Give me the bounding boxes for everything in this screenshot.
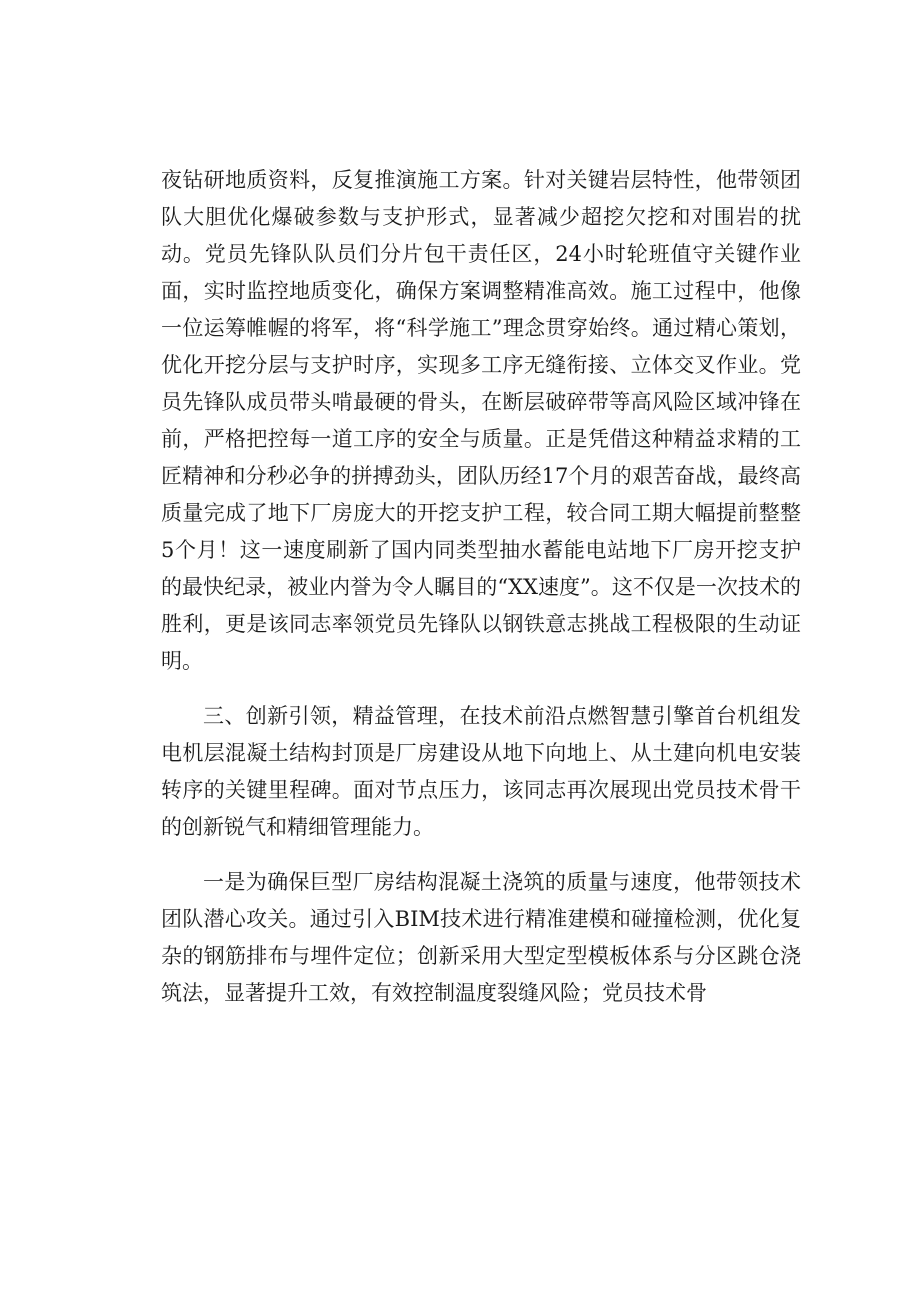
paragraph-construction-speed: 夜钻研地质资料，反复推演施工方案。针对关键岩层特性，他带领团队大胆优化爆破参数与支护形式，显著减少超挖欠挖和对围岩的扰动。党员先锋队队员们分片包干责任区，24小时轮班值守关键作业面，实时监控地质变化，确保方案调整精准高效。施工过程中，他像一位运筹帷幄的将军，将“科学施工”理念贯穿始终。通过精心策划，优化开挖分层与支护时序，实现多工序无缝衔接、立体交叉作业。党员先锋队成员带头啃最硬的骨头，在断层破碎带等高风险区域冲锋在前，严格把控每一道工序的安全与质量。正是凭借这种精益求精的工匠精神和分秒必争的拼搏劲头，团队历经17个月的艰苦奋战，最终高质量完成了地下厂房庞大的开挖支护工程，较合同工期大幅提前整整5个月！这一速度刷新了国内同类型抽水蓄能电站地下厂房开挖支护的最快纪录，被业内誉为令人瞩目的“XX速度”。这不仅是一次技术的胜利，更是该同志率领党员先锋队以钢铁意志挑战工程极限的生动证明。 xyxy=(161,168,801,673)
document-body xyxy=(161,162,801,1012)
paragraph-bim-technology: 一是为确保巨型厂房结构混凝土浇筑的质量与速度，他带领技术团队潜心攻关。通过引入BIM技术进行精准建模和碰撞检测，优化复杂的钢筋排布与埋件定位；创新采用大型定型模板体系与分区跳仓浇筑法，显著提升工效，有效控制温度裂缝风险；党员技术骨 xyxy=(161,870,801,1005)
paragraph-innovation-heading: 三、创新引领，精益管理，在技术前沿点燃智慧引擎首台机组发电机层混凝土结构封顶是厂房建设从地下向地上、从土建向机电安装转序的关键里程碑。面对节点压力，该同志再次展现出党员技术骨干的创新锐气和精细管理能力。 xyxy=(161,704,801,839)
